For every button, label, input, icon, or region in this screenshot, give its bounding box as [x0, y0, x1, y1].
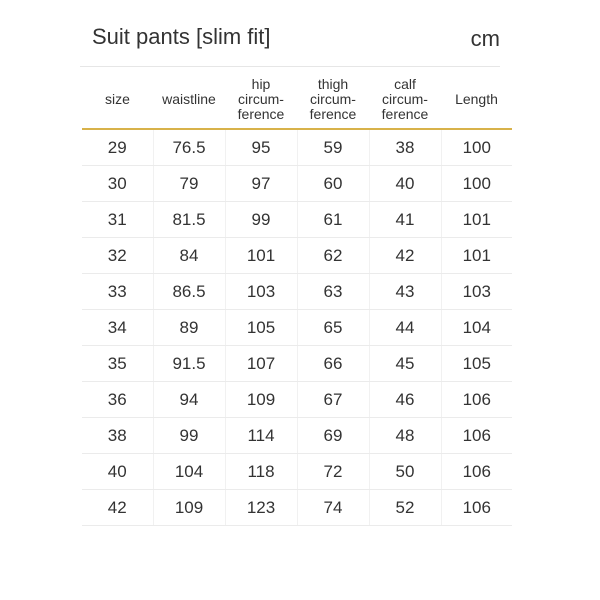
- cell-hip-circumference: 105: [225, 310, 297, 346]
- cell-waistline: 94: [153, 382, 225, 418]
- cell-length: 100: [441, 129, 512, 166]
- table-row: [82, 238, 512, 274]
- cell-thigh-circumference: 61: [297, 202, 369, 238]
- cell-size: 40: [82, 454, 153, 490]
- cell-calf-circumference: 44: [369, 310, 441, 346]
- cell-calf-circumference: 42: [369, 238, 441, 274]
- column-header-size: [82, 70, 153, 129]
- table-body: [82, 129, 512, 526]
- cell-thigh-circumference: 63: [297, 274, 369, 310]
- cell-size: 33: [82, 274, 153, 310]
- cell-length: 103: [441, 274, 512, 310]
- table-row: [82, 202, 512, 238]
- cell-calf-circumference: 41: [369, 202, 441, 238]
- header-line: calf: [394, 75, 416, 92]
- cell-size: 36: [82, 382, 153, 418]
- header-line: ference: [309, 105, 357, 122]
- table-row: [82, 418, 512, 454]
- cell-waistline: 79: [153, 166, 225, 202]
- cell-hip-circumference: 107: [225, 346, 297, 382]
- cell-hip-circumference: 97: [225, 166, 297, 202]
- cell-length: 106: [441, 490, 512, 526]
- cell-thigh-circumference: 69: [297, 418, 369, 454]
- cell-hip-circumference: 101: [225, 238, 297, 274]
- table-row: [82, 346, 512, 382]
- cell-thigh-circumference: 74: [297, 490, 369, 526]
- table-row: [82, 129, 512, 166]
- cell-waistline: 99: [153, 418, 225, 454]
- cell-length: 105: [441, 346, 512, 382]
- unit-label: cm: [470, 26, 500, 51]
- column-header-hip-circumference: [225, 70, 297, 129]
- cell-size: 38: [82, 418, 153, 454]
- size-chart-table: [82, 70, 512, 526]
- header-line: size: [105, 90, 130, 107]
- cell-waistline: 91.5: [153, 346, 225, 382]
- cell-thigh-circumference: 62: [297, 238, 369, 274]
- column-header-waistline: [153, 70, 225, 129]
- header-line: circum-: [382, 90, 428, 107]
- cell-length: 106: [441, 454, 512, 490]
- cell-calf-circumference: 40: [369, 166, 441, 202]
- column-header-calf-circumference: [369, 70, 441, 129]
- cell-calf-circumference: 52: [369, 490, 441, 526]
- top-divider: [80, 66, 500, 67]
- cell-calf-circumference: 46: [369, 382, 441, 418]
- cell-hip-circumference: 118: [225, 454, 297, 490]
- cell-waistline: 109: [153, 490, 225, 526]
- cell-thigh-circumference: 60: [297, 166, 369, 202]
- column-header-thigh-circumference: [297, 70, 369, 129]
- cell-thigh-circumference: 65: [297, 310, 369, 346]
- header-line: ference: [381, 105, 429, 122]
- cell-thigh-circumference: 67: [297, 382, 369, 418]
- cell-hip-circumference: 99: [225, 202, 297, 238]
- cell-length: 101: [441, 238, 512, 274]
- cell-length: 100: [441, 166, 512, 202]
- table-row: [82, 454, 512, 490]
- header-line: waistline: [162, 90, 216, 107]
- table-row: [82, 274, 512, 310]
- header-line: ference: [237, 105, 285, 122]
- header-line: Length: [455, 90, 498, 107]
- cell-size: 29: [82, 129, 153, 166]
- table-row: [82, 382, 512, 418]
- table-row: [82, 166, 512, 202]
- cell-length: 101: [441, 202, 512, 238]
- cell-length: 106: [441, 418, 512, 454]
- cell-size: 35: [82, 346, 153, 382]
- header-row: [82, 70, 512, 129]
- cell-waistline: 84: [153, 238, 225, 274]
- column-header-length: [441, 70, 512, 129]
- cell-size: 34: [82, 310, 153, 346]
- cell-waistline: 104: [153, 454, 225, 490]
- cell-thigh-circumference: 72: [297, 454, 369, 490]
- cell-thigh-circumference: 59: [297, 129, 369, 166]
- table-row: [82, 310, 512, 346]
- header-line: thigh: [317, 75, 349, 92]
- cell-calf-circumference: 48: [369, 418, 441, 454]
- cell-waistline: 81.5: [153, 202, 225, 238]
- cell-hip-circumference: 95: [225, 129, 297, 166]
- cell-hip-circumference: 123: [225, 490, 297, 526]
- cell-calf-circumference: 50: [369, 454, 441, 490]
- cell-waistline: 76.5: [153, 129, 225, 166]
- cell-thigh-circumference: 66: [297, 346, 369, 382]
- cell-calf-circumference: 45: [369, 346, 441, 382]
- cell-hip-circumference: 109: [225, 382, 297, 418]
- cell-size: 30: [82, 166, 153, 202]
- cell-hip-circumference: 103: [225, 274, 297, 310]
- cell-size: 32: [82, 238, 153, 274]
- cell-calf-circumference: 43: [369, 274, 441, 310]
- cell-calf-circumference: 38: [369, 129, 441, 166]
- header-line: circum-: [310, 90, 356, 107]
- cell-length: 104: [441, 310, 512, 346]
- header-line: circum-: [238, 90, 284, 107]
- cell-size: 31: [82, 202, 153, 238]
- cell-waistline: 89: [153, 310, 225, 346]
- header-line: hip: [251, 75, 271, 92]
- cell-size: 42: [82, 490, 153, 526]
- cell-hip-circumference: 114: [225, 418, 297, 454]
- cell-length: 106: [441, 382, 512, 418]
- table-row: [82, 490, 512, 526]
- page-title: Suit pants [slim fit]: [92, 24, 271, 49]
- cell-waistline: 86.5: [153, 274, 225, 310]
